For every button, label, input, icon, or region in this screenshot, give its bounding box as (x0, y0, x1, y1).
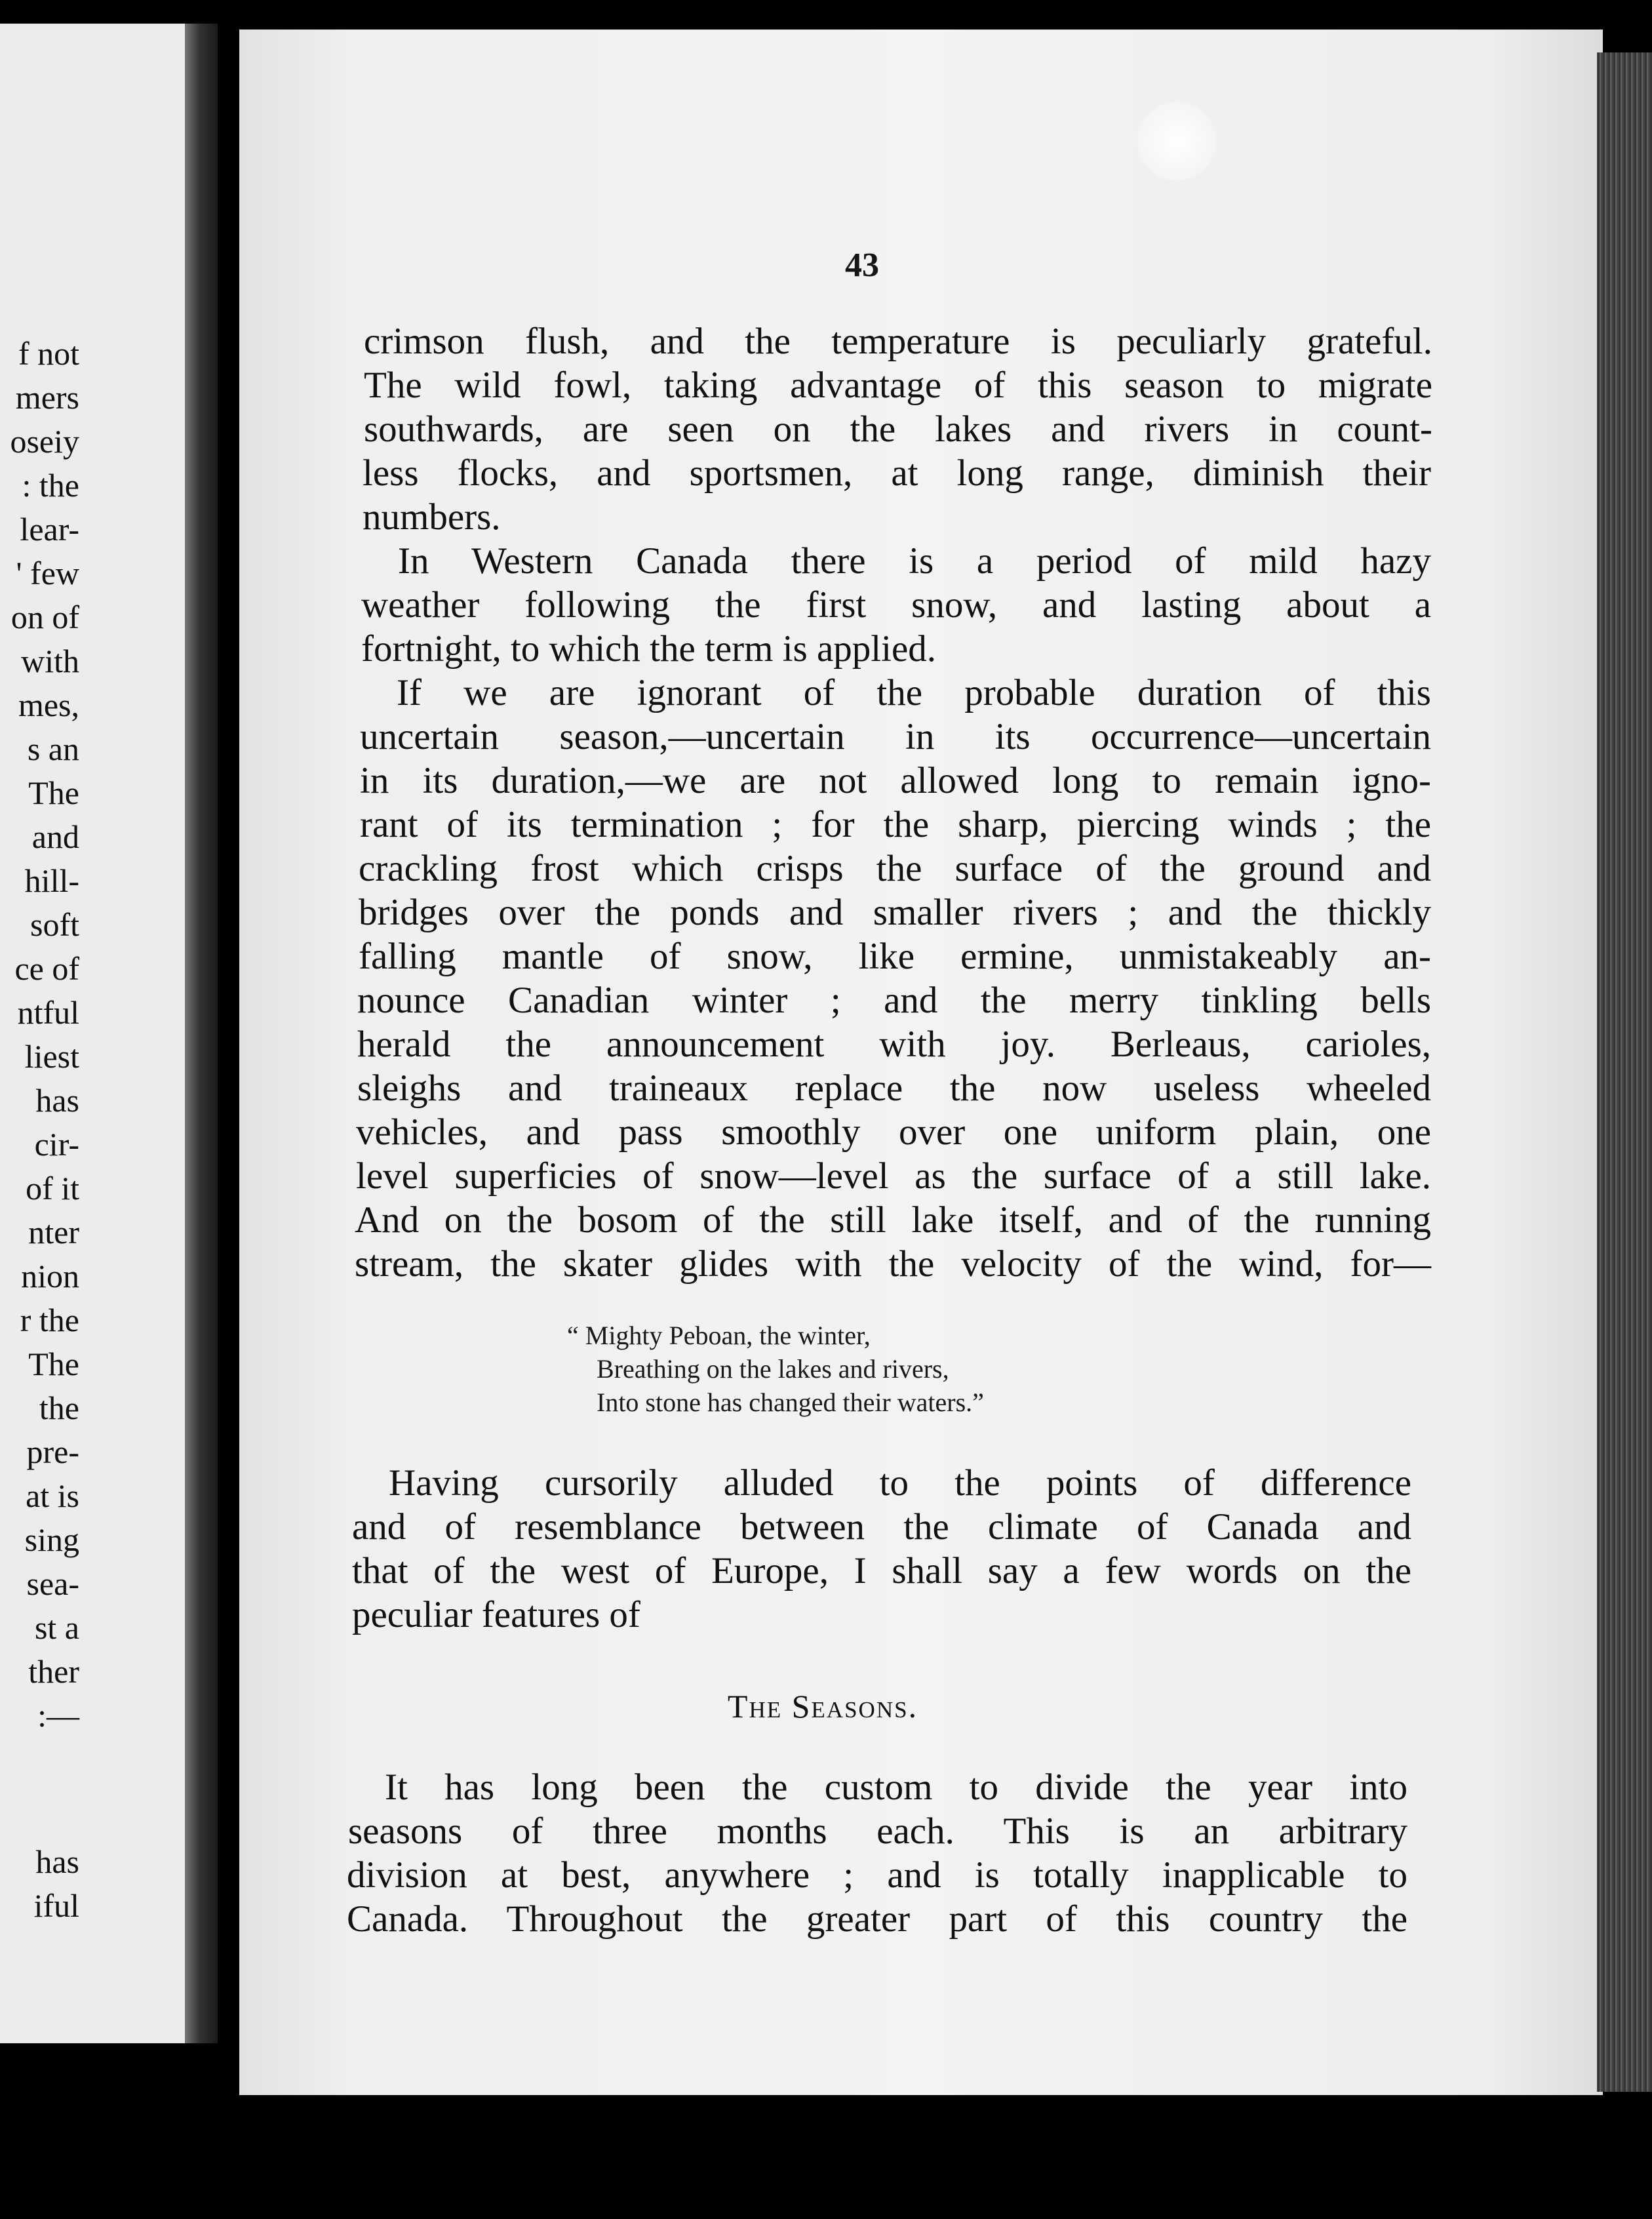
facing-line: mers (15, 379, 79, 416)
body-line: peculiar features of (352, 1594, 640, 1635)
facing-line: pre- (26, 1433, 79, 1470)
facing-line: s an (27, 730, 79, 767)
body-line: sleighs and traineaux replace the now useless wheeled (357, 1068, 1431, 1109)
facing-line: ther (28, 1653, 79, 1690)
facing-line: mes, (18, 687, 79, 723)
body-line: In Western Canada there is a period of mild hazy (398, 540, 1431, 582)
facing-line: and (31, 818, 79, 855)
facing-line: lear- (20, 511, 79, 548)
body-line: uncertain season,—uncertain in its occurrence—uncertain (360, 716, 1431, 757)
facing-line: iful (33, 1887, 79, 1924)
facing-line: hill- (24, 862, 79, 899)
page-edges (1597, 52, 1652, 2092)
body-line: Having cursorily alluded to the points of difference (389, 1462, 1411, 1504)
body-line: less flocks, and sportsmen, at long range, diminish their (363, 452, 1431, 494)
paper-glare (1137, 102, 1216, 180)
page-number: 43 (845, 247, 879, 284)
facing-line: liest (24, 1038, 79, 1075)
body-line: southwards, are seen on the lakes and rivers in count- (364, 409, 1432, 450)
section-heading: The Seasons. (727, 1688, 918, 1725)
body-line: level superficies of snow—level as the surface of a still lake. (356, 1155, 1431, 1197)
body-line: numbers. (363, 496, 501, 538)
body-line: weather following the first snow, and lasting about a (361, 584, 1431, 626)
body-line: and of resemblance between the climate of Canada and (352, 1506, 1411, 1548)
facing-line: on of (10, 599, 79, 635)
facing-line: The (28, 774, 79, 811)
poem-line: Into stone has changed their waters.” (597, 1388, 984, 1417)
facing-line: ' few (16, 555, 79, 591)
body-line: seasons of three months each. This is an arbitrary (348, 1810, 1407, 1852)
facing-line: r the (20, 1302, 79, 1338)
facing-line: : the (22, 467, 79, 504)
facing-line: has (35, 1843, 79, 1880)
body-line: herald the announcement with joy. Berleaus, carioles, (357, 1024, 1431, 1065)
facing-line: ce of (14, 950, 79, 987)
facing-line: sing (24, 1521, 79, 1558)
body-line: If we are ignorant of the probable duration of this (397, 672, 1431, 713)
body-line: falling mantle of snow, like ermine, unmistakeably an- (359, 936, 1431, 977)
facing-line: :— (37, 1697, 79, 1734)
facing-page (0, 24, 187, 2043)
body-line: And on the bosom of the still lake itself, and of the running (355, 1199, 1431, 1241)
book-page (239, 30, 1603, 2095)
body-line: crackling frost which crisps the surface of the ground and (359, 848, 1431, 889)
facing-line: with (21, 643, 79, 679)
poem-line: “ Mighty Peboan, the winter, (567, 1321, 871, 1350)
facing-line: has (35, 1082, 79, 1119)
facing-line: f not (18, 335, 79, 372)
facing-line: of it (26, 1170, 79, 1207)
poem-line: Breathing on the lakes and rivers, (597, 1354, 949, 1384)
body-line: rant of its termination ; for the sharp, piercing winds ; the (360, 804, 1431, 845)
scan-bottom (239, 2095, 1652, 2219)
facing-line: st a (34, 1609, 79, 1646)
body-line: that of the west of Europe, I shall say a few words on the (352, 1550, 1411, 1591)
body-line: crimson flush, and the temperature is peculiarly grateful. (364, 321, 1432, 362)
body-line: Canada. Throughout the greater part of this country the (347, 1898, 1407, 1940)
body-line: stream, the skater glides with the velocity of the wind, for— (355, 1243, 1431, 1285)
facing-line: sea- (26, 1565, 79, 1602)
body-line: nounce Canadian winter ; and the merry tinkling bells (357, 980, 1431, 1021)
facing-line: oseiy (10, 423, 79, 460)
facing-line: soft (30, 906, 79, 943)
facing-line: nion (21, 1258, 79, 1294)
body-line: division at best, anywhere ; and is totally inapplicable to (347, 1854, 1407, 1896)
body-line: fortnight, to which the term is applied. (361, 628, 936, 670)
body-line: bridges over the ponds and smaller rivers ; and the thickly (359, 892, 1431, 933)
body-line: vehicles, and pass smoothly over one uniform plain, one (356, 1111, 1431, 1153)
facing-line: ntful (17, 994, 79, 1031)
body-line: The wild fowl, taking advantage of this season to migrate (364, 365, 1432, 406)
facing-line: cir- (34, 1126, 79, 1163)
body-line: in its duration,—we are not allowed long to remain igno- (360, 760, 1431, 801)
facing-line: nter (28, 1214, 79, 1250)
body-line: It has long been the custom to divide the year into (385, 1767, 1407, 1808)
facing-line: The (28, 1346, 79, 1382)
facing-page-shadow (185, 24, 218, 2043)
facing-line: at is (26, 1477, 79, 1514)
facing-line: the (39, 1389, 79, 1426)
